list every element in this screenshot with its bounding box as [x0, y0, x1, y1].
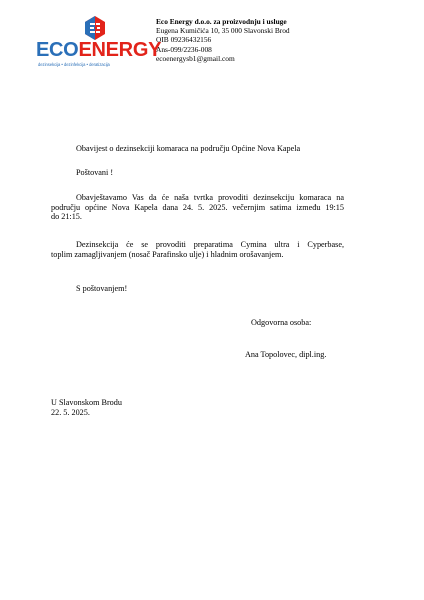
logo-wordmark — [36, 39, 162, 61]
company-header — [156, 17, 290, 63]
company-address: Eugena Kumičića 10, 35 000 Slavonski Brod — [156, 26, 290, 36]
paragraph-2-line-1: Dezinsekcija će se provoditi preparatima Cymina ultra i Cyperbase, — [76, 240, 344, 249]
letter-place: U Slavonskom Brodu — [51, 398, 122, 407]
responsible-name: Ana Topolovec, dipl.ing. — [245, 350, 327, 359]
paragraph-1-line-2: području općine Nova Kapela dana 24. 5. 2025. večernjim satima između 19:15 — [51, 202, 344, 212]
letter-paragraph-2 — [51, 240, 344, 259]
logo-tagline: dezinsekcija • dezinfekcija • deratizacija — [38, 62, 110, 67]
letter-paragraph-1 — [51, 193, 344, 222]
paragraph-1-line-1: Obavještavamo Vas da će naša tvrtka provoditi dezinsekciju komaraca na — [76, 193, 344, 202]
company-phone: Ans-099/2236-008 — [156, 44, 212, 54]
logo-word-eco: ECO — [36, 39, 79, 61]
letter-subject: Obavijest o dezinsekciji komaraca na području Općine Nova Kapela — [76, 144, 301, 153]
paragraph-2-line-2: toplim zamagljivanjem (nosač Parafinsko ulje) i hladnim orošavanjem. — [51, 249, 284, 259]
company-email: ecoenergysb1@gmail.com — [156, 53, 235, 63]
letter-date: 22. 5. 2025. — [51, 408, 90, 417]
company-logo — [36, 15, 162, 70]
company-oib: OIB 09236432156 — [156, 35, 212, 45]
responsible-label: Odgovorna osoba: — [251, 318, 312, 327]
company-name: Eco Energy d.o.o. za proizvodnju i usluge — [156, 17, 287, 26]
letter-closing: S poštovanjem! — [76, 284, 128, 293]
letter-greeting: Poštovani ! — [76, 168, 114, 177]
paragraph-1-line-3: do 21:15. — [51, 212, 82, 222]
logo-word-energy: ENERGY — [78, 39, 162, 61]
